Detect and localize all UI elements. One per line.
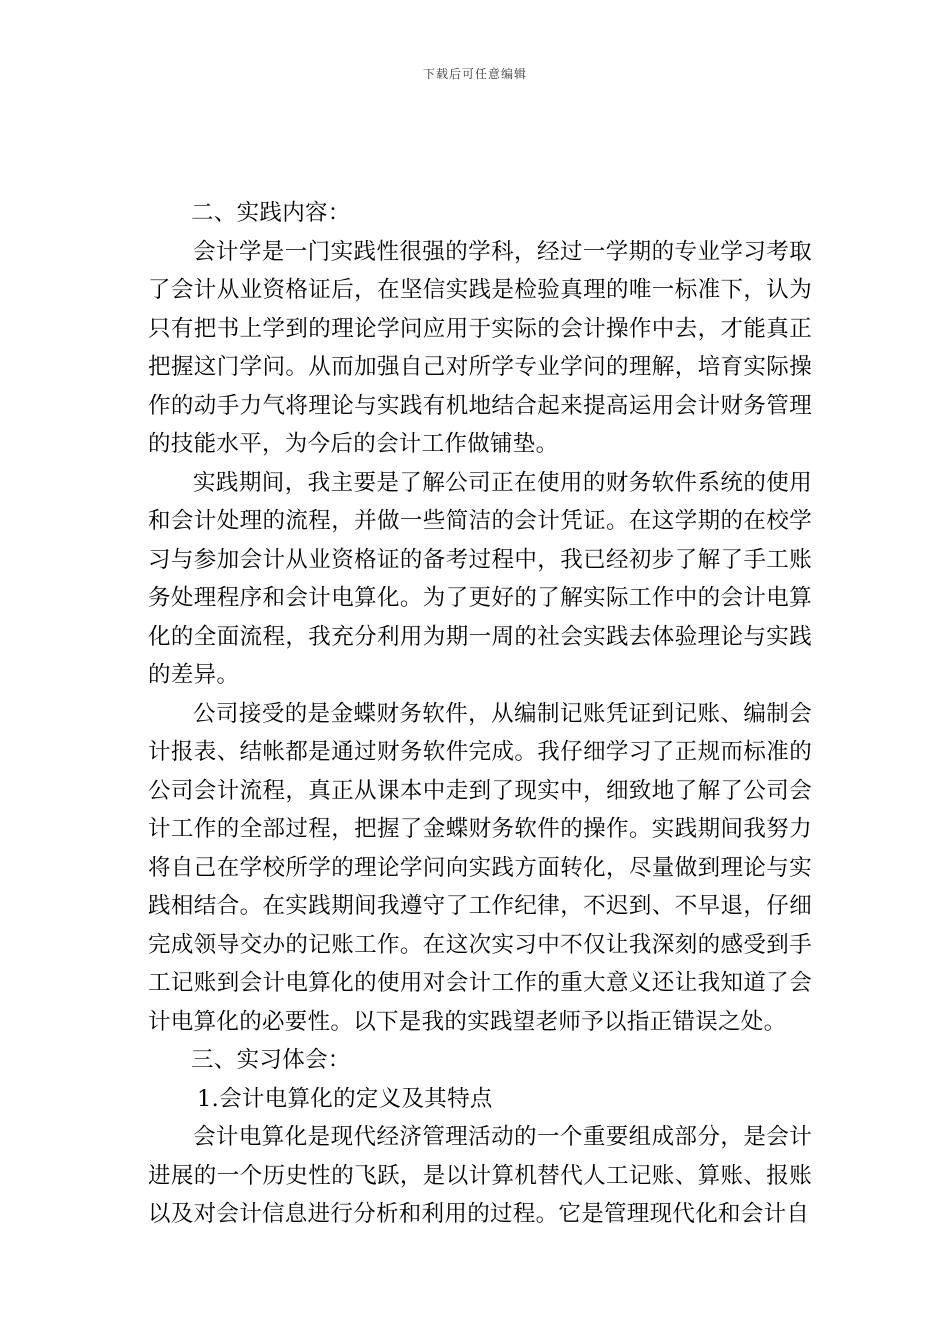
paragraph-accounting-intro: 会计学是一门实践性很强的学科，经过一学期的专业学习考取了会计从业资格证后，在坚信实践是检验真理的唯一标准下，认为只有把书上学到的理论学问应用于实际的会计操作中去，才能真正把握这门学问。从而加强自己对所学专业学问的理解，培育实际操作的动手力气将理论与实践有机地结合起来提高运用会计财务管理的技能水平，为今后的会计工作做铺垫。 bbox=[148, 238, 812, 457]
paragraph-kingdee-software: 公司接受的是金蝶财务软件，从编制记账凭证到记账、编制会计报表、结帐都是通过财务软件完成。我仔细学习了正规而标准的公司会计流程，真正从课本中走到了现实中，细致地了解了公司会计工作的全部过程，把握了金蝶财务软件的操作。实践期间我努力将自己在学校所学的理论学问向实践方面转化，尽量做到理论与实践相结合。在实践期间我遵守了工作纪律，不迟到、不早退，仔细完成领导交办的记账工作。在这次实习中不仅让我深刻的感受到手工记账到会计电算化的使用对会计工作的重大意义还让我知道了会计电算化的必要性。以下是我的实践望老师予以指正错误之处。 bbox=[148, 700, 812, 1035]
paragraph-practice-period: 实践期间，我主要是了解公司正在使用的财务软件系统的使用和会计处理的流程，并做一些简洁的会计凭证。在这学期的在校学习与参加会计从业资格证的备考过程中，我已经初步了解了手工账务处理程序和会计电算化。为了更好的了解实际工作中的会计电算化的全面流程，我充分利用为期一周的社会实践去体验理论与实践的差异。 bbox=[148, 469, 812, 688]
document-body bbox=[148, 194, 812, 1234]
section-heading-practice-content: 二、实践内容： bbox=[191, 200, 351, 226]
subsection-heading-definition: 1.会计电算化的定义及其特点 bbox=[197, 1085, 493, 1112]
page-header: 下载后可任意编辑 bbox=[422, 67, 527, 81]
section-heading-internship-experience: 三、实习体会： bbox=[191, 1047, 351, 1073]
paragraph-computerized-accounting: 会计电算化是现代经济管理活动的一个重要组成部分，是会计进展的一个历史性的飞跃，是以计算机替代人工记账、算账、报账以及对会计信息进行分析和利用的过程。它是管理现代化和会计自 bbox=[148, 1124, 812, 1227]
